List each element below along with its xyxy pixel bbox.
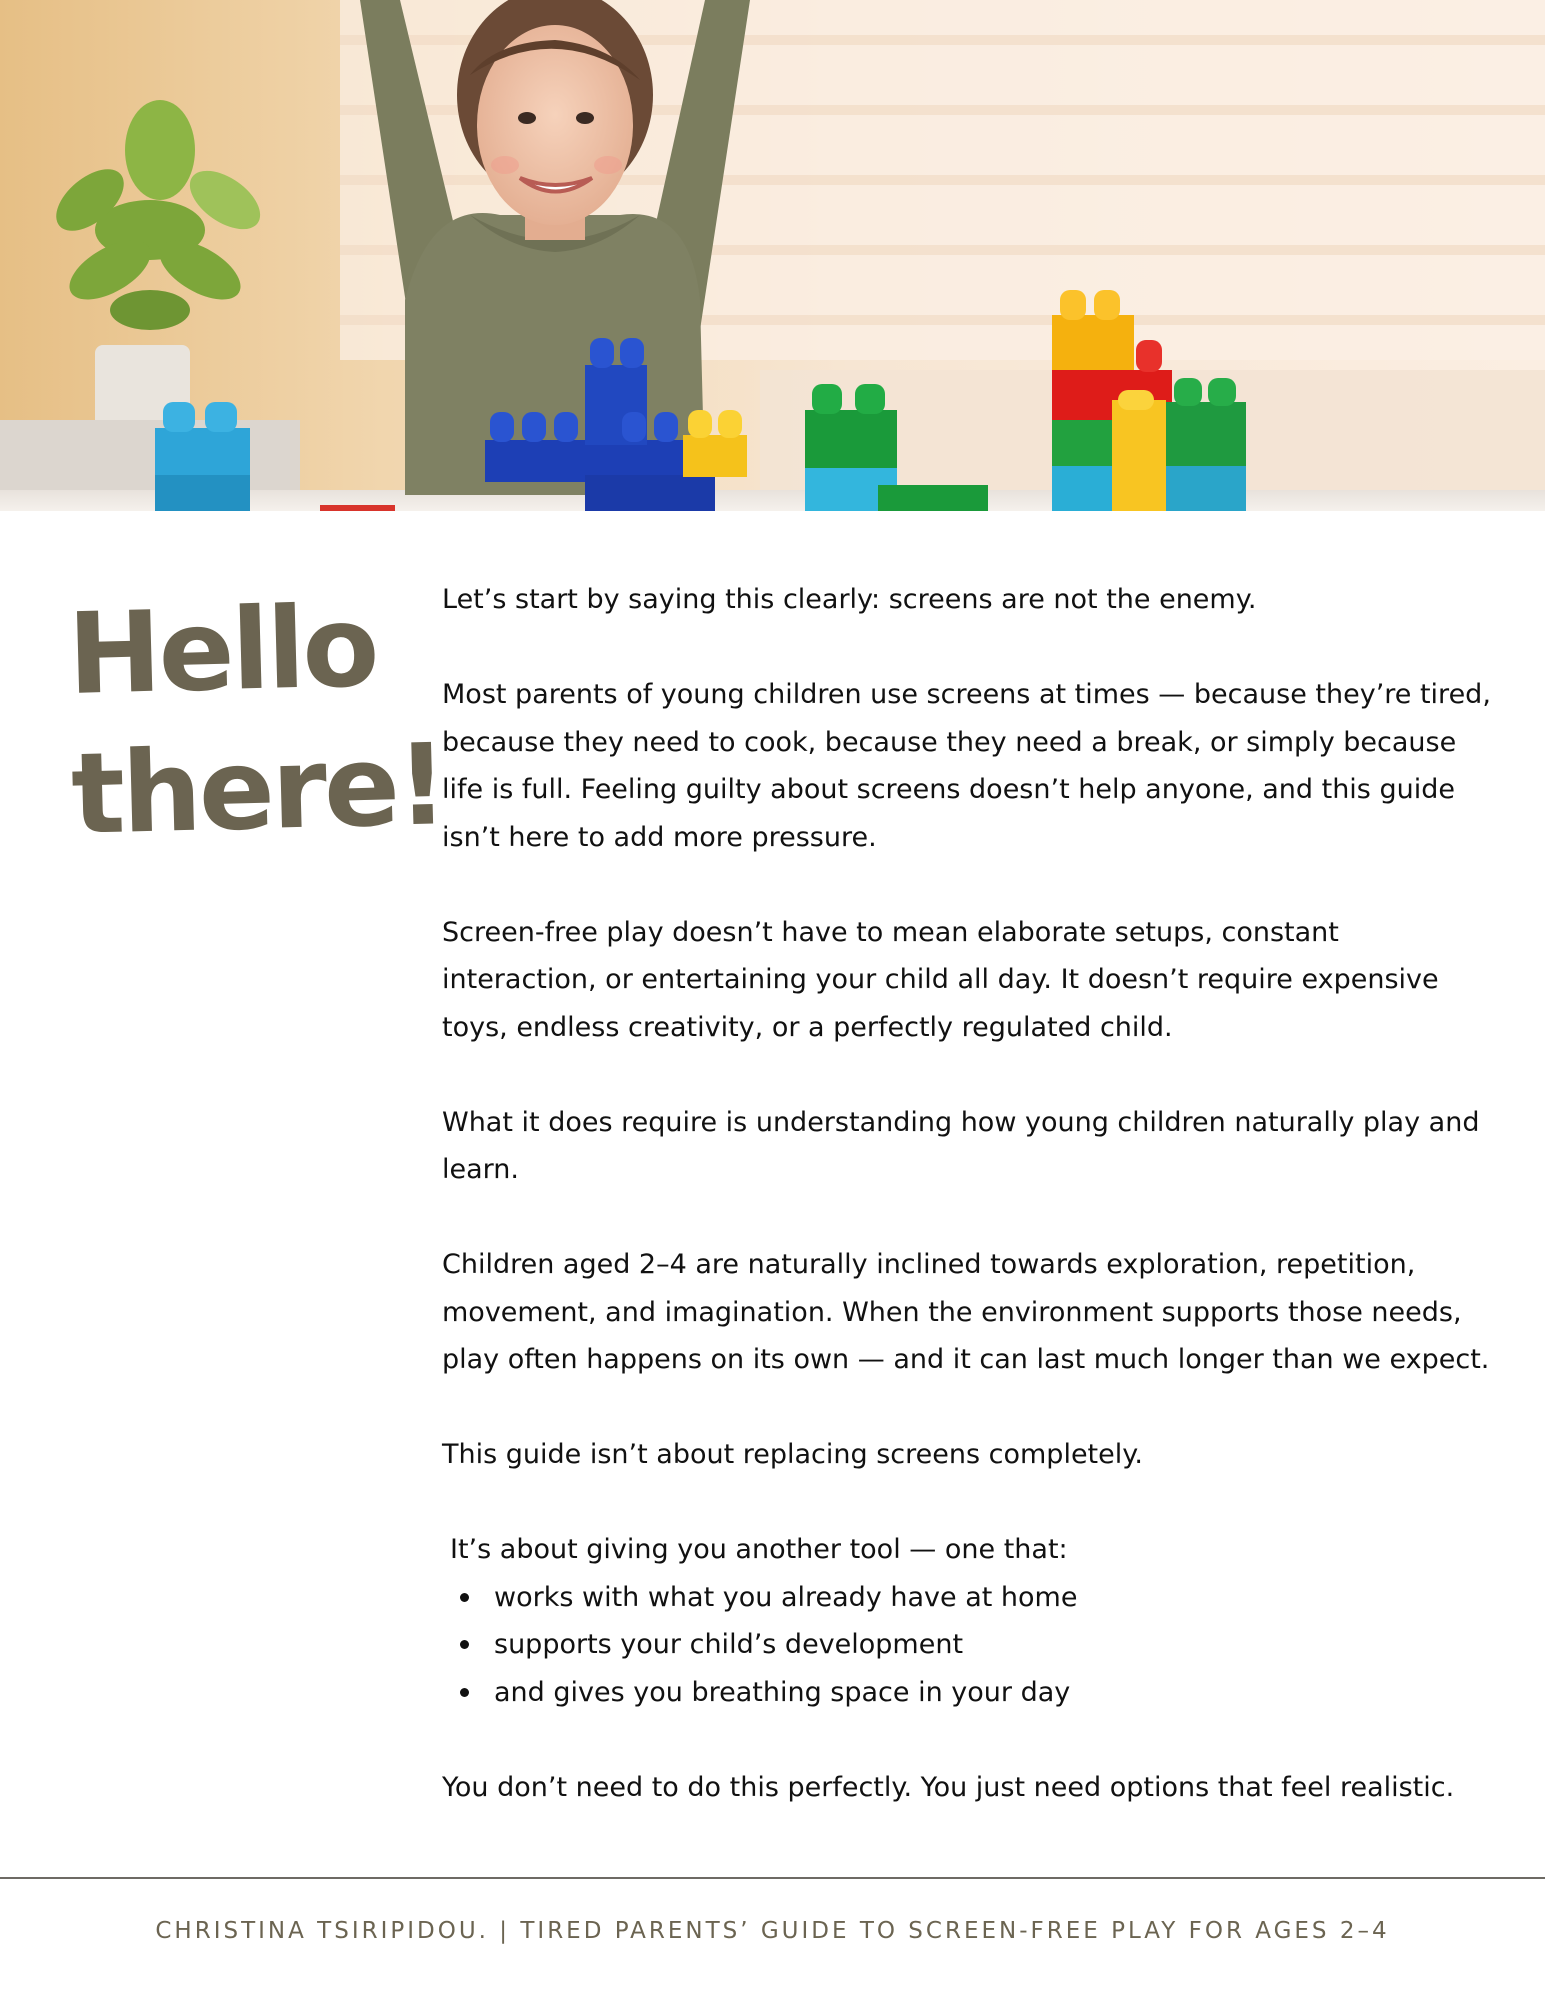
footer-credit: CHRISTINA TSIRIPIDOU. | TIRED PARENTS’ GUIDE TO SCREEN-FREE PLAY FOR AGES 2–4	[155, 1918, 1390, 1944]
paragraph-intro: Let’s start by saying this clearly: screens are not the enemy.	[442, 584, 1257, 615]
list-item	[452, 1669, 1492, 1717]
bullet-icon	[460, 1593, 469, 1602]
list-intro: It’s about giving you another tool — one that:	[450, 1534, 1068, 1565]
list-item-text: supports your child’s development	[494, 1629, 964, 1660]
paragraph-children: Children aged 2–4 are naturally inclined towards exploration, repetition, movement, and imagination. When the environment supports those needs, play often happens on its own — and it can last much longer than we expect.	[442, 1249, 1490, 1375]
paragraph-requirement: What it does require is understanding how young children naturally play and learn.	[442, 1106, 1480, 1185]
list-item-text: works with what you already have at home	[494, 1581, 1078, 1613]
list-item	[452, 1574, 1492, 1622]
page-heading	[66, 576, 447, 865]
body-text	[442, 576, 1492, 1859]
paragraph-guide: This guide isn’t about replacing screens completely.	[442, 1439, 1143, 1470]
heading-line-1: Hello	[66, 581, 378, 720]
list-item-text: and gives you breathing space in your day	[494, 1676, 1071, 1708]
benefits-list	[442, 1574, 1492, 1717]
heading-line-2: there!	[69, 720, 447, 860]
bullet-icon	[460, 1640, 469, 1649]
list-item	[452, 1621, 1492, 1669]
paragraph-parents: Most parents of young children use screens at times — because they’re tired, because they need to cook, because they need a break, or simply because life is full. Feeling guilty about screens doesn’t help anyone, and this guide isn’t here to add more pressure.	[442, 679, 1491, 853]
paragraph-screen-free: Screen-free play doesn’t have to mean elaborate setups, constant interaction, or entertaining your child all day. It doesn’t require expensive toys, endless creativity, or a perfectly regulated child.	[442, 916, 1439, 1043]
hero-photo	[0, 0, 1545, 511]
paragraph-closing: You don’t need to do this perfectly. You just need options that feel realistic.	[442, 1771, 1455, 1803]
footer-divider	[0, 1877, 1545, 1879]
bullet-icon	[460, 1688, 469, 1697]
child-with-blocks-illustration	[0, 0, 1545, 511]
